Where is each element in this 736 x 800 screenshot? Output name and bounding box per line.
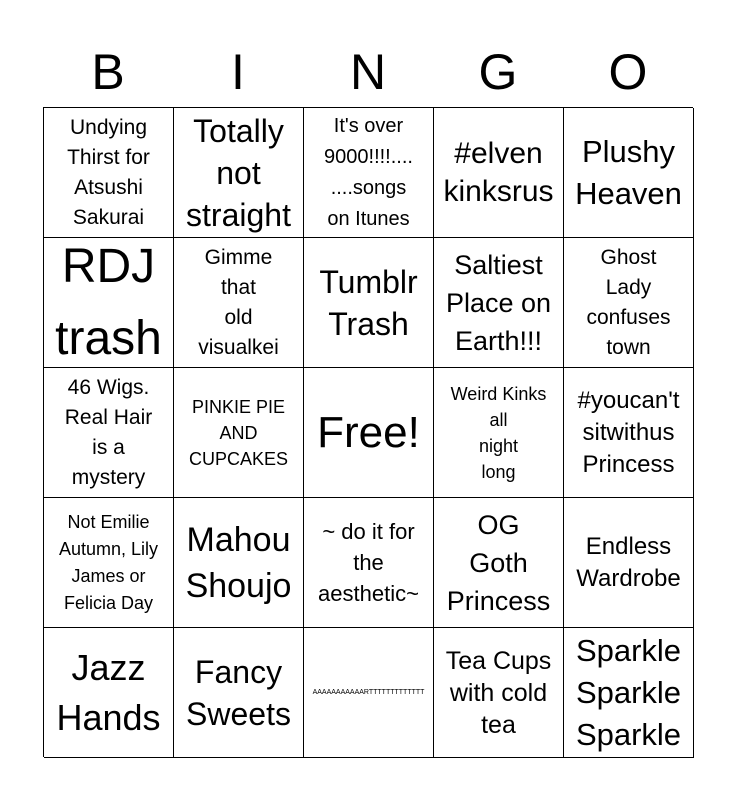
bingo-cell-r3c2[interactable]	[174, 368, 304, 498]
cell-text: #youcan't sitwithus Princess	[577, 386, 680, 478]
cell-text: PINKIE PIE AND CUPCAKES	[188, 396, 289, 469]
cell-text: Totally not straight	[186, 112, 291, 233]
bingo-cell-r2c5[interactable]	[564, 238, 694, 368]
cell-text: Mahou Shoujo	[185, 520, 292, 605]
cell-text: Fancy Sweets	[186, 653, 291, 732]
bingo-cell-r1c2[interactable]	[174, 108, 304, 238]
cell-text: Tea Cups with cold tea	[445, 646, 552, 739]
cell-text: AAAAAAAAAAARTTTTTTTTTTTTT	[312, 689, 425, 696]
cell-text: Endless Wardrobe	[576, 532, 681, 592]
bingo-cell-r5c3[interactable]	[304, 628, 434, 758]
bingo-cell-r4c1[interactable]	[44, 498, 174, 628]
bingo-cell-r3c1[interactable]	[44, 368, 174, 498]
cell-text: Ghost Lady confuses town	[586, 245, 671, 359]
bingo-cell-r5c2[interactable]	[174, 628, 304, 758]
header-letter-o: O	[608, 44, 648, 100]
cell-text: ~ do it for the aesthetic~	[318, 519, 419, 606]
cell-text: Weird Kinks all night long	[450, 383, 547, 482]
bingo-cell-r5c5[interactable]	[564, 628, 694, 758]
header-letter-b: B	[91, 44, 125, 100]
bingo-cell-r2c1[interactable]	[44, 238, 174, 368]
cell-text: Jazz Hands	[56, 646, 161, 738]
cell-text: OG Goth Princess	[446, 509, 551, 616]
cell-text: Tumblr Trash	[319, 263, 418, 342]
cell-text: 46 Wigs. Real Hair is a mystery	[64, 375, 153, 489]
bingo-board	[43, 107, 693, 757]
cell-text: Sparkle Sparkle Sparkle	[575, 632, 682, 752]
bingo-cell-r1c1[interactable]	[44, 108, 174, 238]
bingo-cell-r3c3[interactable]	[304, 368, 434, 498]
bingo-cell-r3c5[interactable]	[564, 368, 694, 498]
bingo-cell-r4c5[interactable]	[564, 498, 694, 628]
bingo-cell-r1c3[interactable]	[304, 108, 434, 238]
bingo-cell-r2c4[interactable]	[434, 238, 564, 368]
bingo-cell-r5c1[interactable]	[44, 628, 174, 758]
bingo-cell-r4c4[interactable]	[434, 498, 564, 628]
bingo-cell-r5c4[interactable]	[434, 628, 564, 758]
cell-text: #elven kinksrus	[443, 136, 554, 208]
bingo-cell-r1c4[interactable]	[434, 108, 564, 238]
cell-text: It's over 9000!!!!.... ....songs on Itunes	[324, 114, 413, 230]
cell-text: Gimme that old visualkei	[198, 245, 279, 359]
cell-text: RDJ trash	[55, 239, 162, 365]
header-letter-g: G	[478, 44, 518, 100]
cell-text: Plushy Heaven	[575, 133, 682, 211]
header-letter-n: N	[349, 44, 387, 100]
cell-text: Free!	[317, 407, 420, 457]
bingo-cell-r2c3[interactable]	[304, 238, 434, 368]
bingo-cell-r3c4[interactable]	[434, 368, 564, 498]
bingo-cell-r4c3[interactable]	[304, 498, 434, 628]
bingo-header	[43, 40, 693, 104]
bingo-cell-r1c5[interactable]	[564, 108, 694, 238]
bingo-cell-r2c2[interactable]	[174, 238, 304, 368]
bingo-cell-r4c2[interactable]	[174, 498, 304, 628]
cell-text: Not Emilie Autumn, Lily James or Felicia Day	[58, 511, 159, 613]
cell-text: Undying Thirst for Atsushi Sakurai	[67, 115, 150, 229]
header-letter-i: I	[231, 44, 245, 100]
cell-text: Saltiest Place on Earth!!!	[445, 249, 552, 356]
